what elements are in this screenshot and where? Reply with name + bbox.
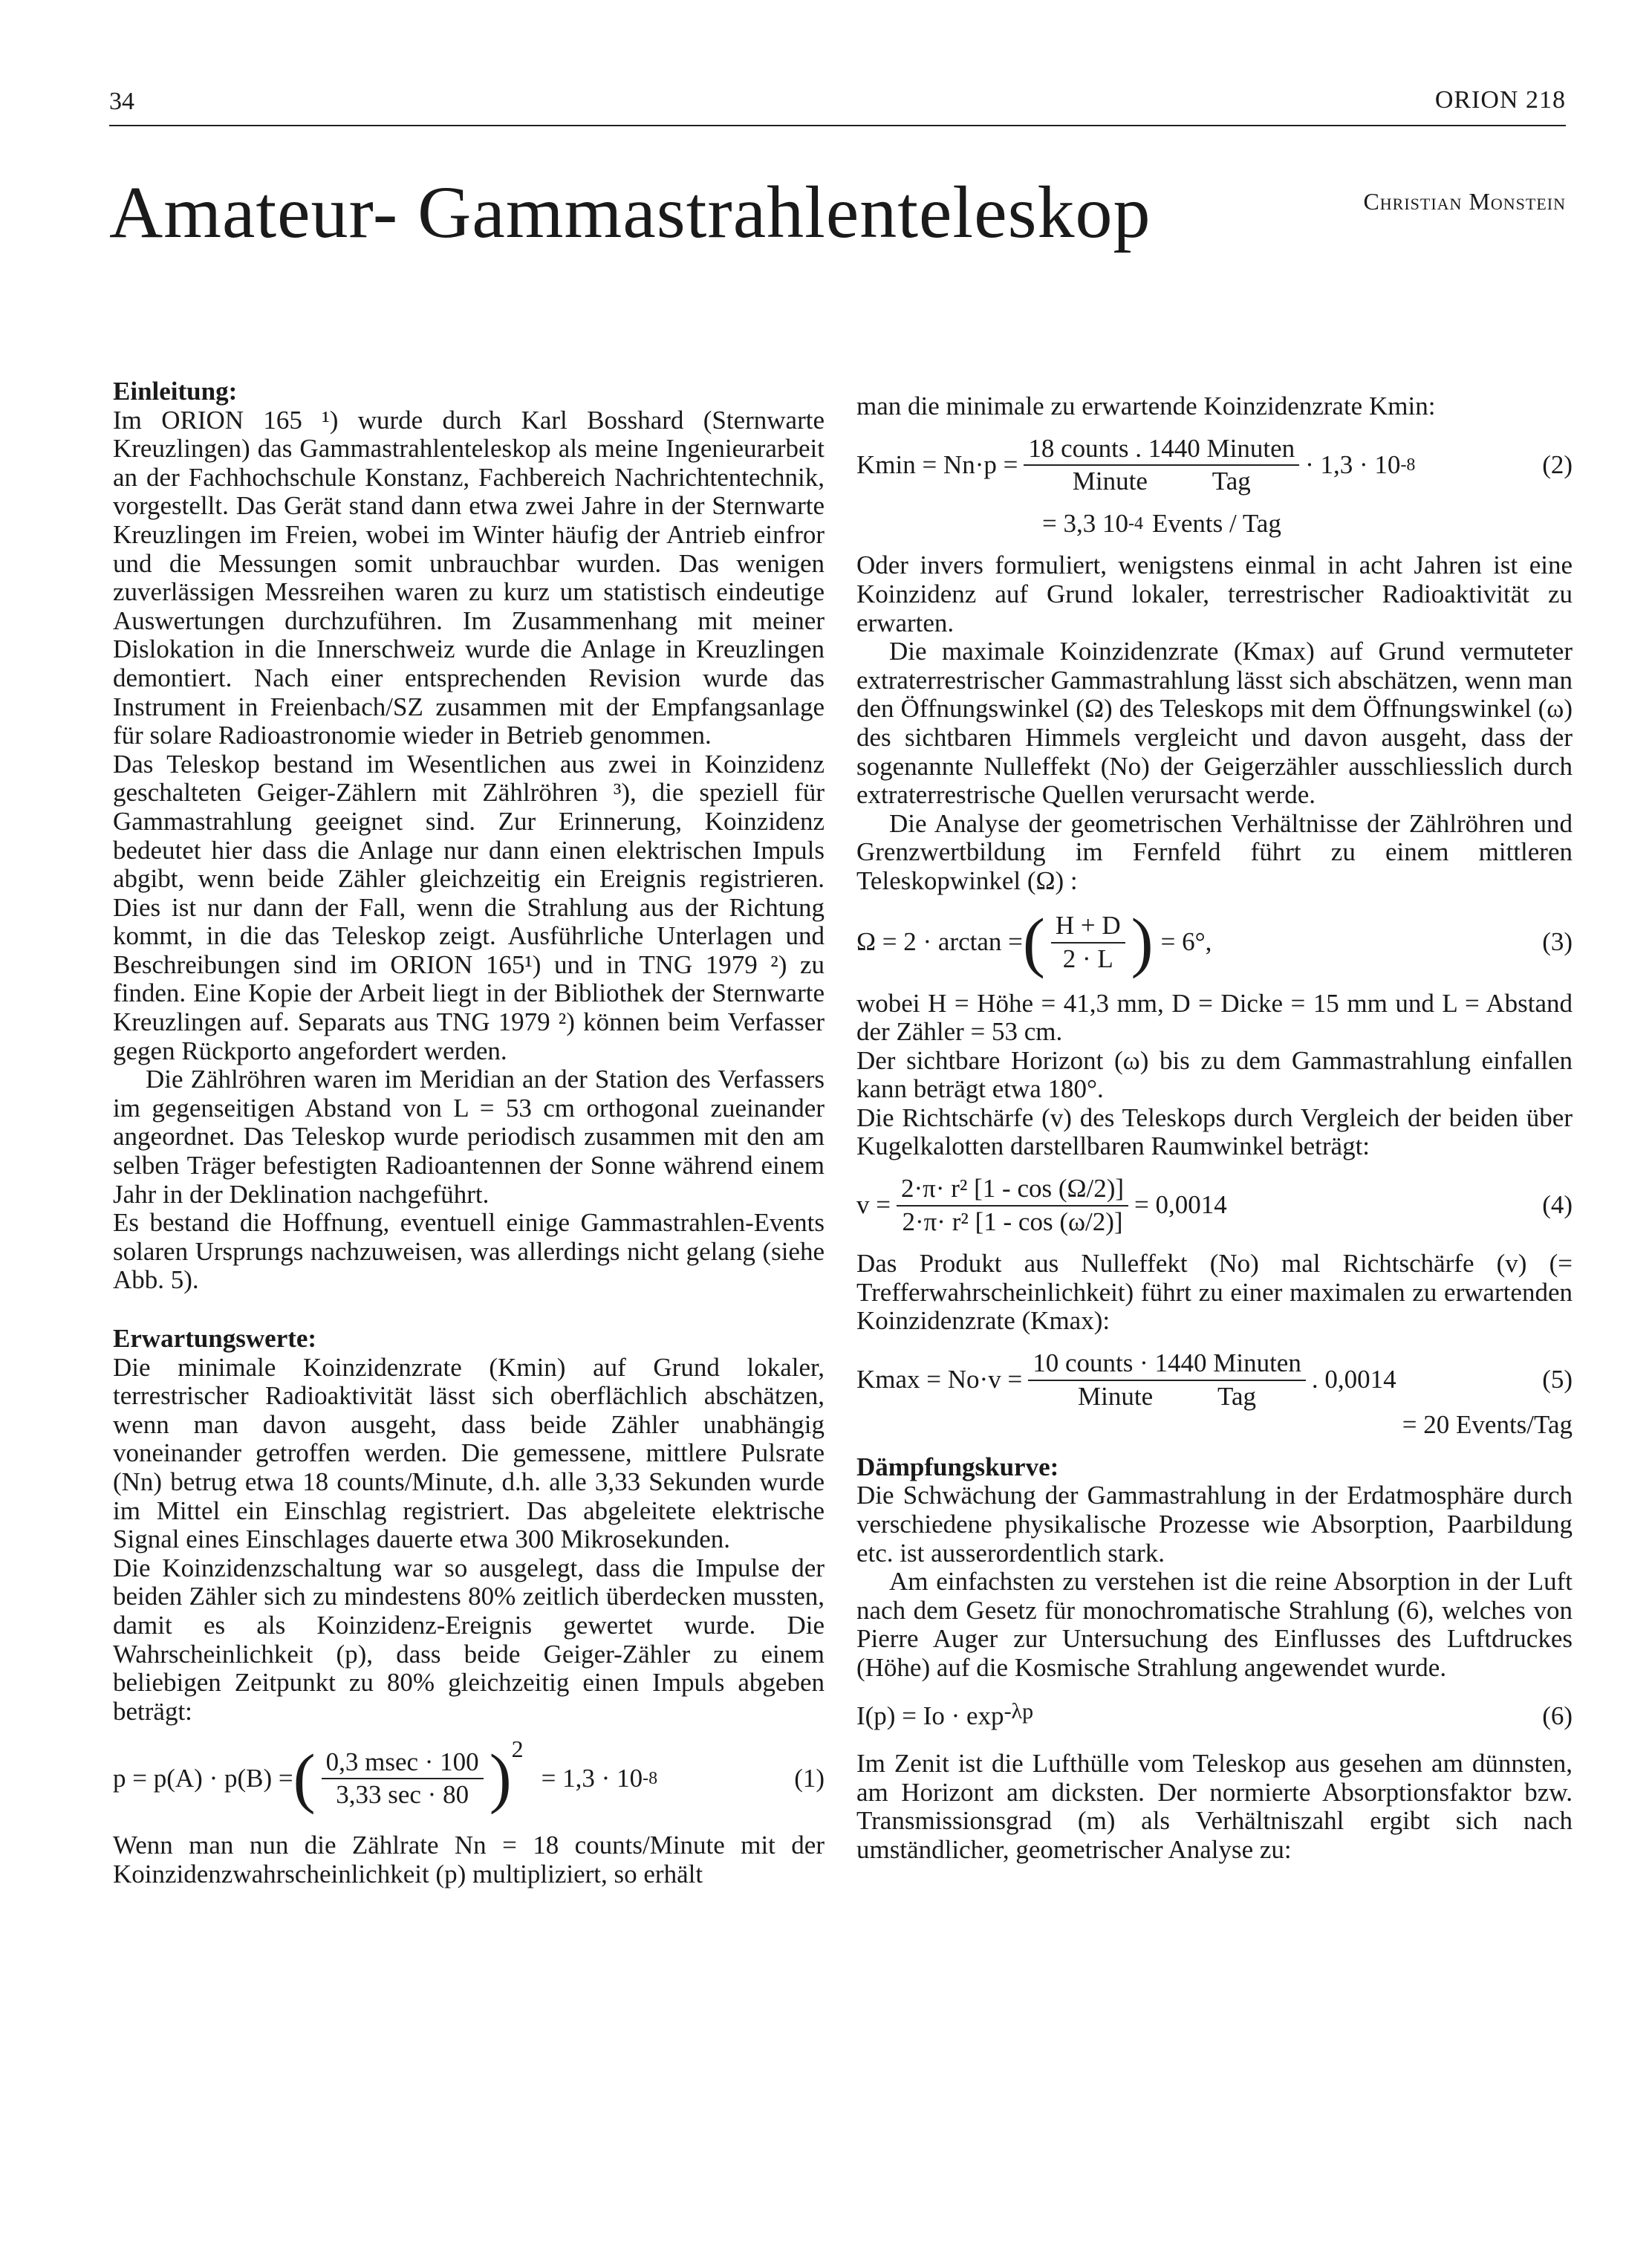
author-name: Christian Monstein: [1363, 188, 1566, 215]
paragraph: Das Produkt aus Nulleffekt (No) mal Richtschärfe (v) (= Trefferwahrscheinlichkeit) führt zu einer maximalen zu erwartenden Koinzidenzrate (Kmax):: [856, 1249, 1573, 1336]
equation-number: (1): [794, 1764, 825, 1793]
paragraph: Die minimale Koinzidenzrate (Kmin) auf Grund lokaler, terrestrischer Radioaktivität lässt sich oberflächlich abschätzen, wenn man davon ausgeht, dass beide Zähler unabhängig voneinander getroffen werden. Die gemessene, mittlere Pulsrate (Nn) betrug etwa 18 counts/Minute, d.h. alle 3,33 Sekunden wurde im Mittel ein Einschlag registriert. Das abgeleitete elektrische Signal eines Einschlages dauerte etwa 300 Mikrosekunden.: [113, 1352, 825, 1554]
left-column: [113, 377, 825, 1889]
heading-erwartungswerte: Erwartungswerte:: [113, 1324, 317, 1353]
paragraph: Das Teleskop bestand im Wesentlichen aus zwei in Koinzidenz geschalteten Geiger-Zählern mit Zählröhren ³), die speziell für Gammastrahlung geeignet sind. Zur Erinnerung, Koinzidenz bedeutet hier dass die Anlage nur dann einen elektrischen Impuls abgibt, wenn beide Zähler gleichzeitig ein Ereignis registrieren. Dies ist nur dann der Fall, wenn die Strahlung aus der Richtung kommt, in die das Teleskop zeigt. Ausführliche Unterlagen und Beschreibungen sind im ORION 165¹) und in TNG 1979 ²) zu finden. Eine Kopie der Arbeit liegt in der Bibliothek der Sternwarte Kreuzlingen auf. Separats aus TNG 1979 ²) können beim Verfasser gegen Rückporto angefordert werden.: [113, 749, 825, 1065]
paragraph: Die Analyse der geometrischen Verhältnisse der Zählröhren und Grenzwertbildung im Fernfeld führt zu einem mittleren Teleskopwinkel (Ω) :: [856, 808, 1573, 895]
equation-5-result: = 20 Events/Tag: [1402, 1410, 1573, 1440]
paragraph: Die maximale Koinzidenzrate (Kmax) auf Grund vermuteter extraterrestrischer Gammastrahlung lässt sich abschätzen, wenn man den Öffnungswinkel (Ω) des Teleskops mit dem Öffnungswinkel (ω) des sichtbaren Himmels vergleicht und davon ausgeht, dass der sogenannte Nulleffekt (No) der Geigerzähler ausschliesslich durch extraterrestrische Quellen verursacht werde.: [856, 637, 1573, 810]
paragraph: Es bestand die Hoffnung, eventuell einige Gammastrahlen-Events solaren Ursprungs nachzuweisen, was allerdings nicht gelang (siehe Abb. 5).: [113, 1208, 825, 1295]
equation-4: v = $\frac{\text{2·π· r² [1 - cos (Ω/2)]}}{\text{2·π· r² [1 - cos (ω/2)]}}$ = 0,0014 (4): [856, 1174, 1573, 1236]
paragraph: wobei H = Höhe = 41,3 mm, D = Dicke = 15 mm und L = Abstand der Zähler = 53 cm.: [856, 988, 1573, 1047]
paragraph: Die Schwächung der Gammastrahlung in der Erdatmosphäre durch verschiedene physikalische Prozesse wie Absorption, Paarbildung etc. ist ausserordentlich stark.: [856, 1481, 1573, 1568]
equation-1: p = p(A) · p(B) = ( $\frac{0,3 msec \cdot 100}{3,33 \sec \cdot 80}$ ) $^2$ = 1,3 · 10 -8 (1): [113, 1735, 825, 1816]
equation-3: Ω = 2 · arctan = ( $\frac{H + D}{2 \cdot L}$ ) = 6°, (3): [856, 905, 1573, 979]
article-title: Amateur- Gammastrahlenteleskop: [109, 171, 1151, 253]
equation-number: (4): [1542, 1190, 1573, 1220]
journal-issue: ORION 218: [1434, 86, 1566, 114]
equation-number: (2): [1542, 449, 1573, 479]
equation-number: (5): [1542, 1365, 1573, 1394]
header-rule: [109, 125, 1566, 126]
paragraph: Im Zenit ist die Lufthülle vom Teleskop aus gesehen am dünnsten, am Horizont am dicksten. Der normierte Absorptionsfaktor bzw. Transmissionsgrad (m) als Verhältniszahl ergibt sich nach umständlicher, geometrischer Analyse zu:: [856, 1749, 1573, 1864]
equation-2-result: = 3,3 10 -4 Events / Tag: [1042, 508, 1281, 538]
equation-6: I(p) = Io · exp $^{-\lambda p}$ (6): [856, 1698, 1573, 1730]
page-number: 34: [109, 88, 134, 115]
heading-einleitung: Einleitung:: [113, 377, 238, 406]
heading-daempfungskurve: Dämpfungskurve:: [856, 1452, 1059, 1481]
paragraph: Die Richtschärfe (v) des Teleskops durch Vergleich der beiden über Kugelkalotten darstellbaren Raumwinkel beträgt:: [856, 1102, 1573, 1161]
equation-number: (3): [1542, 927, 1573, 957]
paragraph: Im ORION 165 ¹) wurde durch Karl Bosshard (Sternwarte Kreuzlingen) das Gammastrahlenteleskop als meine Ingenieurarbeit an der Fachhochschule Konstanz, Fachbereich Nachrichtentechnik, vorgestellt. Das Gerät stand dann etwa zwei Jahre in der Sternwarte Kreuzlingen im Freien, wobei im Winter häufig der Antrieb einfror und die Messungen somit unbrauchbar wurden. Das wenigen zuverlässigen Messreihen waren zu kurz um statistisch eindeutige Auswertungen durchzuführen. Im Zusammenhang mit meiner Dislokation in die Innerschweiz wurde die Anlage in Kreuzlingen demontiert. Nach einer entsprechenden Revision wurde das Instrument in Freienbach/SZ zusammen mit der Empfangsanlage für solare Radioastronomie wieder in Betrieb genommen.: [113, 405, 825, 750]
paragraph: Am einfachsten zu verstehen ist die reine Absorption in der Luft nach dem Gesetz für monochromatische Strahlung (6), welches von Pierre Auger zur Untersuchung des Einflusses des Luftdruckes (Höhe) auf die Kosmische Strahlung angewendet wurde.: [856, 1567, 1573, 1682]
paragraph: man die minimale zu erwartende Koinzidenzrate Kmin:: [856, 392, 1436, 420]
right-column: [856, 392, 1573, 1865]
equation-number: (6): [1542, 1701, 1573, 1730]
paragraph: Die Zählröhren waren im Meridian an der Station des Verfassers im gegenseitigen Abstand von L = 53 cm orthogonal zueinander angeordnet. Das Teleskop wurde periodisch zusammen mit den am selben Träger befestigten Radioantennen der Sonne während einem Jahr in der Deklination nachgeführt.: [113, 1065, 825, 1209]
paragraph: Die Koinzidenzschaltung war so ausgelegt, dass die Impulse der beiden Zähler sich zu mindestens 80% zeitlich überdecken mussten, damit es als Koinzidenz-Ereignis gewertet wurde. Die Wahrscheinlichkeit (p), dass beide Geiger-Zähler zu einem beliebigen Zeitpunkt zu 80% gleichzeitig einen Impuls abgeben beträgt:: [113, 1553, 825, 1726]
paragraph: Oder invers formuliert, wenigstens einmal in acht Jahren ist eine Koinzidenz auf Grund lokaler, terrestrischer Radioaktivität zu erwarten.: [856, 551, 1573, 637]
paragraph: Der sichtbare Horizont (ω) bis zu dem Gammastrahlung einfallen kann beträgt etwa 180°.: [856, 1045, 1573, 1104]
paragraph: Wenn man nun die Zählrate Nn = 18 counts/Minute mit der Koinzidenzwahrscheinlichkeit (p) multipliziert, so erhält: [113, 1831, 825, 1889]
equation-5: Kmax = No·v = $\frac{\text{10 counts · 1440 Minuten}}{\text{Minute Tag}}$ . 0,0014 (5): [856, 1348, 1573, 1411]
equation-2: Kmin = Nn·p = $\frac{\text{18 counts . 1440 Minuten}}{\text{Minute Tag}}$ · 1,3 · 10 -8 (2): [856, 433, 1573, 496]
